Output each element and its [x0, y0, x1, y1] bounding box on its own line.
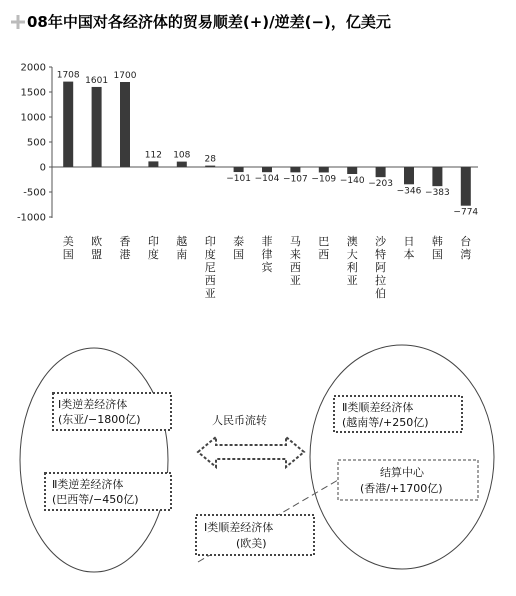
- clearing-center-title: 结算中心: [380, 466, 424, 479]
- bar: [205, 166, 215, 167]
- data-label: −104: [254, 174, 280, 185]
- data-labels: [57, 71, 479, 218]
- y-ticks: [17, 63, 52, 224]
- category-label: 澳大利亚: [346, 235, 358, 287]
- deficit-box-type2-value: (巴西等/−450亿): [52, 493, 139, 506]
- bar: [148, 161, 158, 167]
- data-label: −383: [425, 188, 450, 199]
- category-label: 沙特阿拉伯: [375, 235, 387, 300]
- y-tick-label: 500: [26, 137, 46, 149]
- deficit-ellipse: [20, 348, 168, 572]
- data-label: −140: [339, 176, 365, 186]
- data-label: 112: [144, 150, 162, 161]
- bar: [262, 167, 272, 172]
- bar: [92, 87, 102, 167]
- bar: [120, 82, 130, 167]
- bar: [177, 162, 187, 167]
- bar: [347, 167, 357, 174]
- double-arrow-icon: [198, 437, 304, 467]
- y-tick-label: 2000: [20, 62, 46, 74]
- bar: [376, 167, 386, 177]
- category-label: 菲律宾: [261, 235, 273, 274]
- bar: [63, 82, 73, 167]
- data-label: −107: [283, 174, 308, 185]
- category-label: 韩国: [431, 235, 443, 261]
- title-icon: [11, 15, 25, 29]
- surplus-box-type1-title: Ⅰ类顺差经济体: [204, 521, 274, 534]
- surplus-box-type2-value: (越南等/+250亿): [342, 416, 429, 429]
- y-tick-label: 1500: [20, 87, 46, 99]
- y-tick-label: -500: [23, 187, 46, 199]
- data-label: −774: [453, 207, 479, 218]
- flow-diagram: [20, 345, 494, 572]
- category-label: 香港: [119, 235, 131, 261]
- deficit-box-type1-value: (东亚/−1800亿): [58, 413, 141, 426]
- data-label: 1601: [85, 75, 109, 86]
- category-label: 台湾: [460, 235, 472, 261]
- clearing-center-value: (香港/+1700亿): [360, 482, 443, 495]
- data-label: 108: [173, 150, 191, 161]
- bar: [290, 167, 300, 172]
- bar: [234, 167, 244, 172]
- bar: [319, 167, 329, 172]
- data-label: −203: [368, 179, 393, 190]
- surplus-box-type2-title: Ⅱ类顺差经济体: [342, 401, 414, 414]
- deficit-box-type2-title: Ⅱ类逆差经济体: [52, 478, 124, 491]
- data-label: 1700: [113, 71, 137, 81]
- category-label: 欧盟: [91, 235, 103, 261]
- category-labels: [63, 234, 472, 300]
- y-tick-label: -1000: [16, 212, 46, 224]
- data-label: −101: [226, 174, 251, 185]
- bar: [404, 167, 414, 184]
- category-label: 泰国: [233, 235, 245, 261]
- data-label: 28: [204, 154, 216, 165]
- category-label: 美国: [62, 235, 74, 261]
- category-label: 巴西: [318, 235, 330, 261]
- y-tick-label: 0: [39, 162, 46, 174]
- y-tick-label: 1000: [20, 112, 46, 124]
- category-label: 印度尼西亚: [204, 235, 216, 300]
- category-label: 印度: [147, 235, 159, 261]
- data-label: −346: [396, 186, 422, 197]
- category-label: 越南: [176, 235, 188, 261]
- category-label: 马来西亚: [289, 235, 301, 287]
- arrow-label: 人民币流转: [212, 414, 267, 427]
- data-label: 1708: [56, 70, 80, 81]
- bar-chart: [17, 63, 478, 301]
- data-label: −109: [311, 174, 337, 185]
- deficit-box-type1-title: Ⅰ类逆差经济体: [58, 398, 128, 411]
- chart-title: 08年中国对各经济体的贸易顺差(+)/逆差(−)，亿美元: [27, 13, 391, 31]
- surplus-ellipse: [310, 345, 494, 569]
- surplus-box-type1-value: (欧美): [236, 537, 267, 550]
- bar: [461, 167, 471, 206]
- category-label: 日本: [403, 235, 415, 261]
- bar: [432, 167, 442, 186]
